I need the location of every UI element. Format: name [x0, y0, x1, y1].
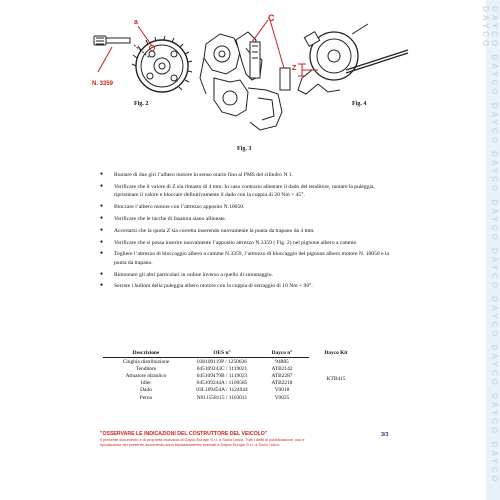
fig4-marker-z: Z: [292, 65, 297, 72]
fig2-marker: a: [134, 19, 138, 26]
column-header-dayco-kit: Dayco Kit: [324, 350, 348, 357]
parts-table: [103, 349, 363, 401]
cell-oes: 045109243C / 1119021: [196, 365, 248, 372]
instruction-step: ● Verificare che si possa inserire nuovamente l’apposito attrezzo N.3359 ( Fig. 2) nel pignone albero a camme.: [100, 239, 400, 248]
fig2-caption: Fig. 2: [134, 101, 149, 107]
instruction-step: ● Rimontare gli altri particolari in ordine inverso a quello di smontaggio.: [100, 271, 400, 280]
fig4-caption: Fig. 4: [352, 101, 367, 107]
column-header-oes: OES n°: [189, 349, 255, 358]
cell-oes: 03L109454A / 1124944: [196, 387, 248, 394]
footer-line: Il presente documento è di proprietà esclusiva di Dayco Europe S.r.l. a Socio Unico. Tutti i diritti di pubblicazione, uso e: [100, 437, 305, 442]
page-number: 3/3: [381, 432, 389, 438]
instruction-step: ● Bloccare l’albero motore con l’attrezzo apposito N.10050.: [100, 203, 400, 212]
cell-dayco: V0025: [274, 394, 290, 401]
cell-dayco: V0018: [274, 387, 290, 394]
instruction-step: ● Togliere l’attrezzo di bloccaggio albero a camme N.3359, l’attrezzo di bloccaggio del pignone albero motore N. 10050 e la punta da trapano.: [100, 250, 400, 267]
watermark-band: [481, 0, 500, 500]
column-header-descrizione: Descrizione: [103, 349, 189, 358]
footer-title: "OSSERVARE LE INDICAZIONI DEL COSTRUTTORE DEL VEICOLO": [100, 431, 268, 437]
figure-4-drawing: [288, 16, 412, 98]
instruction-step: ● Serrare i bulloni della puleggia albero motore con la coppia di serraggio di 10 Nm + 90°.: [100, 282, 400, 291]
footer-notice: [100, 431, 400, 447]
figure-3-drawing: [196, 18, 302, 136]
cell-dayco: ATB2142: [271, 365, 293, 372]
cell-dayco: ATB2287: [271, 372, 293, 379]
instruction-list: [100, 171, 400, 294]
cell-oes: N011558115 / 1103011: [196, 394, 248, 401]
cell-oes: 045109479B / 1119023: [196, 372, 248, 379]
footer-line: riproduzione del presente documento sono esclusivamente riservati a Dayco Europe S.r.l. a Socio Unico.: [100, 442, 281, 448]
instruction-step: ● Ruotare di due giri l’albero motore in senso orario fino al PMS del cilindro N 1.: [100, 171, 400, 180]
cell-dayco: ATB2218: [271, 380, 293, 387]
cell-descrizione: Dado: [140, 387, 152, 394]
cell-dayco: 94885: [275, 358, 289, 365]
figure-4: [288, 16, 412, 98]
figure-3: [196, 18, 302, 136]
instruction-step: ● Verificare che il valore di Z sia rimasto di 4 mm. In caso contrario allentare il dado del tenditore, ruotare la puleggia, ripristinare il valore e bloccare definitivamente il dado con la coppia di 20 Nm + 45°.: [100, 183, 400, 200]
table-row: [103, 358, 363, 366]
fig3-caption: Fig. 3: [237, 146, 252, 152]
cell-oes: 045109244A / 1100585: [196, 380, 248, 387]
fig3-marker-c: C: [268, 13, 275, 23]
fig2-callout-label: N. 3359: [92, 81, 114, 87]
cell-descrizione: Perno: [139, 394, 153, 401]
instruction-step: ● Verificare che le tacche di fasatura siano allineate.: [100, 215, 400, 224]
watermark-text: DAYCO DAYCO DAYCO DAYCO DAYCO DAYCO DAYCO DAYCO DAYCO DAYCO DAYCO: [481, 6, 499, 485]
cell-dayco-kit: KTB415: [326, 376, 346, 383]
cell-descrizione: Cinghia distribuzione: [122, 358, 170, 365]
cell-descrizione: Idler: [140, 380, 152, 387]
cell-descrizione: Attuatore idraulico: [125, 372, 167, 379]
cell-oes: 038109119P / 1250636: [197, 358, 247, 365]
column-header-dayco: Dayco n°: [255, 349, 309, 358]
instruction-step: ● Accertarsi che la quota Z sia corretta inserendo nuovamente la punta da trapano da 4 mm.: [100, 227, 400, 236]
cell-descrizione: Tenditore: [135, 365, 157, 372]
table-header-row: [103, 349, 363, 358]
